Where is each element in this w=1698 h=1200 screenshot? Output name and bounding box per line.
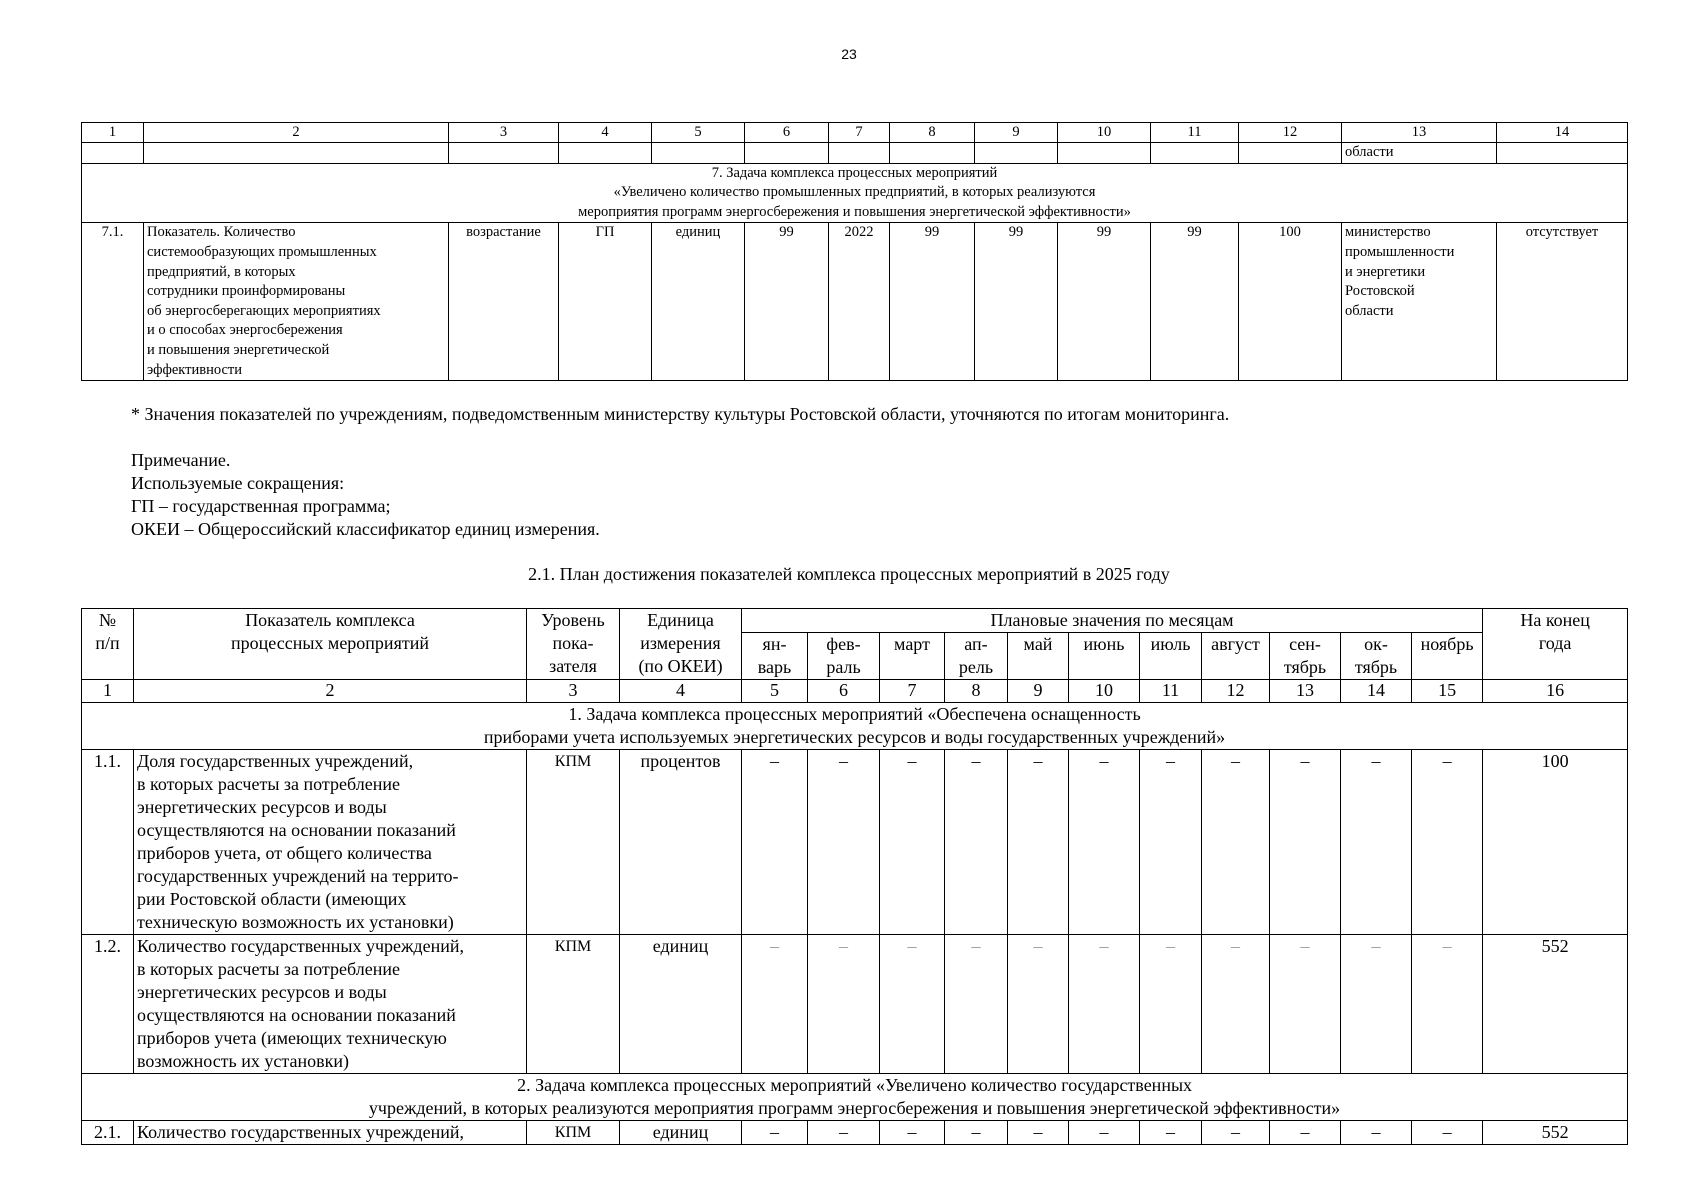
month-value: – (1270, 750, 1341, 935)
table-row (82, 1121, 1628, 1145)
month-value: – (1069, 1121, 1140, 1145)
year-end-value: 100 (1483, 750, 1628, 935)
value: 99 (1151, 223, 1239, 381)
value: 99 (1058, 223, 1151, 381)
month-value: – (1008, 750, 1069, 935)
month-jan: ян- варь (742, 633, 808, 680)
col-num: 12 (1239, 123, 1342, 143)
month-jun: июнь (1069, 633, 1140, 680)
month-value: – (1069, 750, 1140, 935)
col-num: 8 (890, 123, 975, 143)
month-value: – (945, 935, 1008, 1074)
plan-table (81, 608, 1628, 1145)
table-row (82, 223, 1628, 381)
level: КПМ (527, 1121, 620, 1145)
unit: единиц (620, 935, 742, 1074)
level: ГП (559, 223, 652, 381)
month-value: – (945, 750, 1008, 935)
row-number: 1.2. (82, 935, 134, 1074)
year-end-value: 552 (1483, 935, 1628, 1074)
header-indicator: Показатель комплекса процессных мероприятий (134, 609, 527, 680)
header-level: Уровень пока- зателя (527, 609, 620, 680)
month-value: – (808, 750, 880, 935)
footnote: * Значения показателей по учреждениям, подведомственным министерству культуры Ростовской области, уточняются по итогам мониторинга. (131, 404, 1230, 424)
indicator-name: Количество государственных учреждений, в которых расчеты за потребление энергетических ресурсов и воды осуществляются на основании показаний приборов учета (имеющих техническую возможность их установки) (134, 935, 527, 1074)
indicators-table-continuation (81, 122, 1628, 381)
abbr-okei: ОКЕИ – Общероссийский классификатор единиц измерения. (131, 519, 600, 539)
month-value: – (1412, 935, 1483, 1074)
unit: процентов (620, 750, 742, 935)
col-num: 11 (1151, 123, 1239, 143)
month-apr: ап- рель (945, 633, 1008, 680)
abbr-title: Используемые сокращения: (131, 473, 345, 493)
month-value: – (1341, 750, 1412, 935)
month-value: – (1140, 935, 1202, 1074)
page-number: 23 (841, 46, 857, 62)
value: 100 (1239, 223, 1342, 381)
col-num: 3 (449, 123, 559, 143)
table-row (82, 750, 1628, 935)
month-value: – (1202, 750, 1270, 935)
col-num: 2 (134, 680, 527, 703)
month-value: – (1341, 935, 1412, 1074)
header-year-end: На конец года (1483, 609, 1628, 680)
unit: единиц (620, 1121, 742, 1145)
task-7-row (82, 163, 1628, 223)
month-value: – (1202, 935, 1270, 1074)
column-number-row (82, 680, 1628, 703)
col-num: 7 (880, 680, 945, 703)
year-end-value: 552 (1483, 1121, 1628, 1145)
month-value: – (1140, 1121, 1202, 1145)
month-sep: сен- тябрь (1270, 633, 1341, 680)
col-num: 1 (82, 680, 134, 703)
month-feb: фев- раль (808, 633, 880, 680)
col-num: 2 (144, 123, 449, 143)
month-value: – (742, 1121, 808, 1145)
base-year: 2022 (829, 223, 890, 381)
responsible: министерство промышленности и энергетики Ростовской области (1342, 223, 1497, 381)
row-number: 7.1. (82, 223, 144, 381)
trend: возрастание (449, 223, 559, 381)
level: КПМ (527, 935, 620, 1074)
column-number-row (82, 123, 1628, 143)
abbr-gp: ГП – государственная программа; (131, 496, 391, 516)
month-value: – (808, 935, 880, 1074)
month-value: – (742, 935, 808, 1074)
continuation-row (82, 143, 1628, 164)
month-aug: август (1202, 633, 1270, 680)
row-number: 1.1. (82, 750, 134, 935)
task-1-row (82, 703, 1628, 750)
level: КПМ (527, 750, 620, 935)
link: отсутствует (1497, 223, 1628, 381)
plan-title: 2.1. План достижения показателей комплекса процессных мероприятий в 2025 году (528, 564, 1170, 584)
month-value: – (742, 750, 808, 935)
col-num: 5 (652, 123, 745, 143)
col-num: 12 (1202, 680, 1270, 703)
month-value: – (1412, 1121, 1483, 1145)
col-num: 10 (1069, 680, 1140, 703)
month-mar: март (880, 633, 945, 680)
indicator-name: Количество государственных учреждений, (134, 1121, 527, 1145)
continuation-cell: области (1342, 143, 1497, 164)
col-num: 5 (742, 680, 808, 703)
month-value: – (880, 750, 945, 935)
col-num: 4 (620, 680, 742, 703)
col-num: 14 (1497, 123, 1628, 143)
month-value: – (1270, 1121, 1341, 1145)
col-num: 15 (1412, 680, 1483, 703)
month-value: – (1008, 935, 1069, 1074)
month-nov: ноябрь (1412, 633, 1483, 680)
col-num: 13 (1342, 123, 1497, 143)
month-oct: ок- тябрь (1341, 633, 1412, 680)
col-num: 16 (1483, 680, 1628, 703)
unit: единиц (652, 223, 745, 381)
header-unit: Единица измерения (по ОКЕИ) (620, 609, 742, 680)
indicator-name: Доля государственных учреждений, в которых расчеты за потребление энергетических ресурсов и воды осуществляются на основании показаний приборов учета, от общего количества государственных учреждений на террито- рии Ростовской области (имеющих техническую возможность их установки) (134, 750, 527, 935)
month-value: – (945, 1121, 1008, 1145)
col-num: 9 (1008, 680, 1069, 703)
task-1-heading: 1. Задача комплекса процессных мероприятий «Обеспечена оснащенность приборами учета используемых энергетических ресурсов и воды государственных учреждений» (82, 703, 1628, 750)
col-num: 8 (945, 680, 1008, 703)
value: 99 (975, 223, 1058, 381)
base-value: 99 (745, 223, 829, 381)
value: 99 (890, 223, 975, 381)
col-num: 13 (1270, 680, 1341, 703)
col-num: 14 (1341, 680, 1412, 703)
row-number: 2.1. (82, 1121, 134, 1145)
header-months-group: Плановые значения по месяцам (742, 609, 1483, 633)
month-jul: июль (1140, 633, 1202, 680)
task-7-heading: 7. Задача комплекса процессных мероприятий «Увеличено количество промышленных предприятий, в которых реализуются мероприятия программ энергосбережения и повышения энергетической эффективности» (82, 163, 1628, 223)
note-title: Примечание. (131, 450, 231, 470)
table-row (82, 935, 1628, 1074)
col-num: 3 (527, 680, 620, 703)
header-row (82, 609, 1628, 633)
col-num: 6 (745, 123, 829, 143)
col-num: 9 (975, 123, 1058, 143)
month-value: – (808, 1121, 880, 1145)
col-num: 6 (808, 680, 880, 703)
month-value: – (1412, 750, 1483, 935)
task-2-heading: 2. Задача комплекса процессных мероприятий «Увеличено количество государственных учреждений, в которых реализуются мероприятия программ энергосбережения и повышения энергетической эффективности» (82, 1074, 1628, 1121)
month-value: – (880, 1121, 945, 1145)
month-value: – (1270, 935, 1341, 1074)
month-may: май (1008, 633, 1069, 680)
month-value: – (1069, 935, 1140, 1074)
month-value: – (1008, 1121, 1069, 1145)
col-num: 11 (1140, 680, 1202, 703)
col-num: 7 (829, 123, 890, 143)
task-2-row (82, 1074, 1628, 1121)
month-value: – (1140, 750, 1202, 935)
col-num: 4 (559, 123, 652, 143)
month-value: – (1202, 1121, 1270, 1145)
col-num: 1 (82, 123, 144, 143)
month-value: – (1341, 1121, 1412, 1145)
indicator-name: Показатель. Количество системообразующих промышленных предприятий, в которых сотрудники проинформированы об энергосберегающих мероприятиях и о способах энергосбережения и повышения энергетической эффективности (144, 223, 449, 381)
header-num: № п/п (82, 609, 134, 680)
month-value: – (880, 935, 945, 1074)
col-num: 10 (1058, 123, 1151, 143)
